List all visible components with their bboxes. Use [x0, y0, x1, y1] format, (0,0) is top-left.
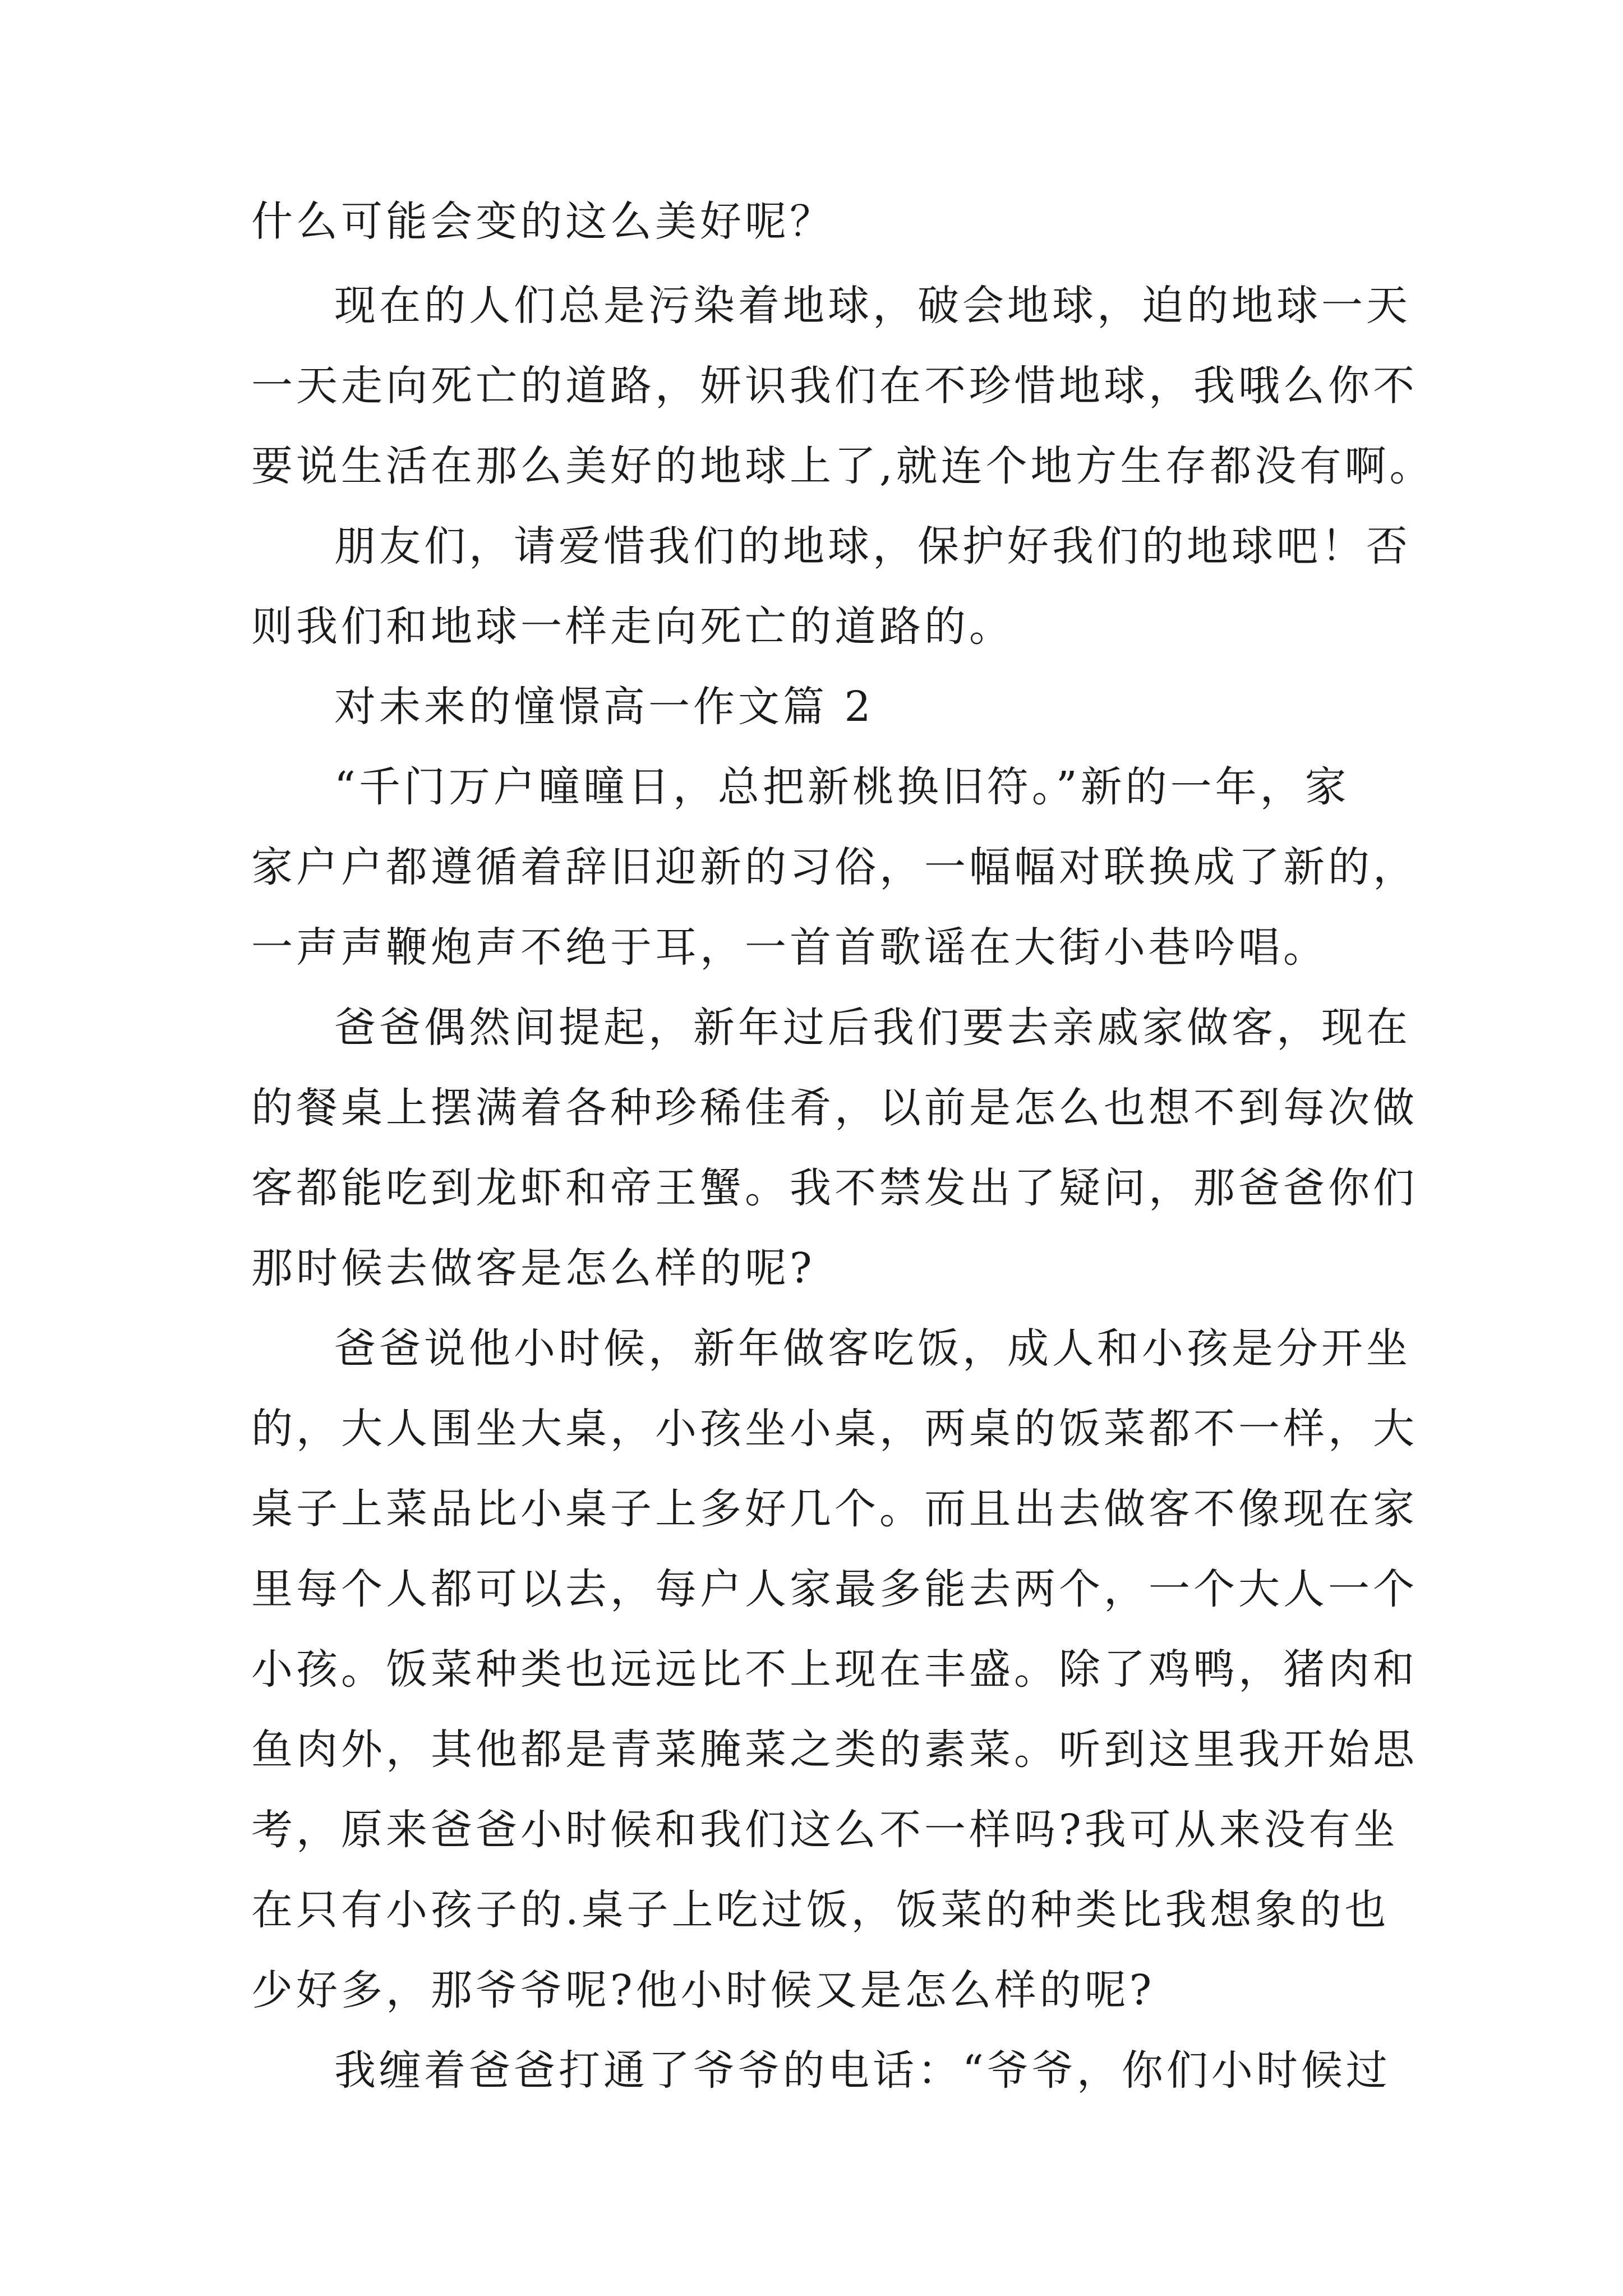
- text-line: 的餐桌上摆满着各种珍稀佳肴，以前是怎么也想不到每次做: [251, 1084, 1418, 1132]
- section-heading: 对未来的憧憬高一作文篇 2: [334, 683, 874, 731]
- text-line: 一声声鞭炮声不绝于耳，一首首歌谣在大街小巷吟唱。: [251, 923, 1328, 972]
- paragraph-first-line: 我缠着爸爸打通了爷爷的电话：“爷爷，你们小时候过: [334, 2046, 1391, 2095]
- paragraph-first-line: “千门万户曈曈日，总把新桃换旧符。”新的一年，家: [334, 763, 1350, 811]
- paragraph-first-line: 爸爸说他小时候，新年做客吃饭，成人和小孩是分开坐: [334, 1324, 1411, 1373]
- text-line: 考，原来爸爸小时候和我们这么不一样吗?我可从来没有坐: [251, 1806, 1399, 1854]
- text-line: 小孩。饭菜种类也远远比不上现在丰盛。除了鸡鸭，猪肉和: [251, 1645, 1418, 1694]
- text-line: 鱼肉外，其他都是青菜腌菜之类的素菜。听到这里我开始思: [251, 1726, 1418, 1774]
- text-line: 里每个人都可以去，每户人家最多能去两个，一个大人一个: [251, 1565, 1418, 1613]
- text-line: 桌子上菜品比小桌子上多好几个。而且出去做客不像现在家: [251, 1485, 1418, 1533]
- text-line: 则我们和地球一样走向死亡的道路的。: [251, 602, 1014, 651]
- text-line: 一天走向死亡的道路，妍识我们在不珍惜地球，我哦么你不: [251, 362, 1418, 410]
- text-line: 要说生活在那么美好的地球上了,就连个地方生存都没有啊。: [251, 442, 1435, 490]
- text-line: 家户户都遵循着辞旧迎新的习俗，一幅幅对联换成了新的，: [251, 843, 1418, 891]
- text-line: 在只有小孩子的.桌子上吃过饭，饭菜的种类比我想象的也: [251, 1886, 1390, 1934]
- paragraph-first-line: 现在的人们总是污染着地球，破会地球，迫的地球一天: [334, 282, 1411, 330]
- paragraph-first-line: 朋友们，请爱惜我们的地球，保护好我们的地球吧！否: [334, 522, 1411, 570]
- text-line: 什么可能会变的这么美好呢？: [251, 197, 834, 246]
- text-line: 客都能吃到龙虾和帝王蟹。我不禁发出了疑问，那爸爸你们: [251, 1164, 1418, 1212]
- text-line: 那时候去做客是怎么样的呢?: [251, 1244, 815, 1292]
- text-line: 少好多，那爷爷呢?他小时候又是怎么样的呢?: [251, 1966, 1155, 2014]
- paragraph-first-line: 爸爸偶然间提起，新年过后我们要去亲戚家做客，现在: [334, 1004, 1411, 1052]
- text-line: 的，大人围坐大桌，小孩坐小桌，两桌的饭菜都不一样，大: [251, 1405, 1418, 1453]
